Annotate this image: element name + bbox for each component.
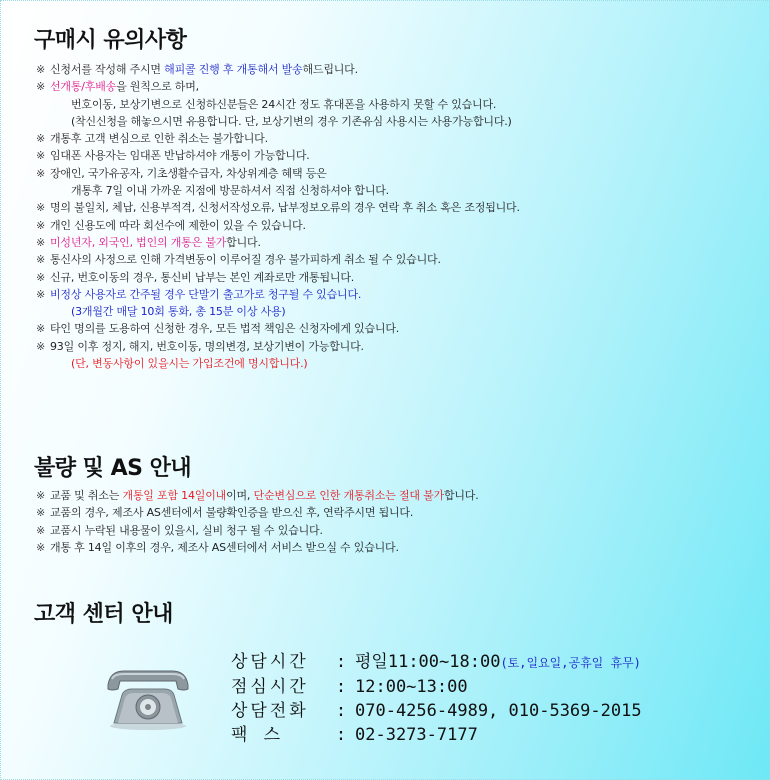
as-title: 불량 및 AS 안내 (34, 456, 192, 481)
list-item (36, 269, 520, 286)
list-item (36, 539, 479, 556)
contact-label: 팩 스 (231, 725, 284, 745)
reference-mark: ※ (36, 80, 46, 94)
as-list (36, 487, 479, 556)
reference-mark: ※ (36, 322, 46, 336)
reference-mark: ※ (36, 506, 46, 520)
list-item (36, 355, 520, 372)
contact-colon: : (335, 652, 347, 672)
reference-mark: ※ (36, 132, 46, 146)
contact-row (231, 650, 642, 675)
reference-mark: ※ (36, 523, 46, 537)
list-item (36, 113, 520, 130)
reference-mark: ※ (36, 287, 46, 301)
highlight-text: 개통일 포함 14일이내 (122, 489, 227, 502)
reference-mark: ※ (36, 339, 46, 353)
notice-title: 구매시 유의사항 (34, 28, 187, 53)
contact-row (231, 699, 642, 723)
contact-value: 12:00~13:00 (355, 677, 468, 697)
item-text: 해드립니다. (302, 63, 358, 76)
item-text: 교품의 경우, 제조사 AS센터에서 불량확인증을 받으신 후, 연락주시면 됩니다. (50, 506, 414, 520)
contact-value: 평일11:00~18:00 (355, 652, 501, 672)
contact-value: 02-3273-7177 (355, 725, 478, 745)
item-text: 신규, 번호이동의 경우, 통신비 납부는 본인 계좌로만 개통됩니다. (50, 270, 355, 284)
reference-mark: ※ (36, 253, 46, 267)
highlight-text: 해피콜 진행 후 개통해서 발송 (164, 63, 303, 76)
item-text: (착신신청을 해놓으시면 유용합니다. 단, 보상기변의 경우 기존유심 사용시는 사용가능합니다.) (71, 114, 512, 128)
contact-value: 070-4256-4989, 010-5369-2015 (355, 701, 642, 721)
reference-mark: ※ (36, 149, 46, 163)
contact-row (231, 723, 642, 747)
list-item (36, 504, 479, 521)
contact-colon: : (335, 677, 347, 697)
contact-colon: : (335, 701, 347, 721)
list-item (36, 487, 479, 504)
item-text: 합니다. (226, 235, 261, 249)
center-title: 고객 센터 안내 (34, 602, 173, 627)
contact-note: (토,일요일,공휴일 휴무) (500, 656, 641, 670)
item-text: 이며, (226, 489, 254, 502)
item-text: 타인 명의를 도용하여 신청한 경우, 모든 법적 책임은 신청자에게 있습니다. (50, 322, 400, 336)
item-text: 명의 불일치, 체납, 신용부적격, 신청서작성오류, 납부정보오류의 경우 연락 후 취소 혹은 조정됩니다. (50, 201, 520, 215)
list-item (36, 96, 520, 113)
contact-colon: : (335, 725, 347, 745)
list-item (36, 251, 520, 268)
list-item (36, 165, 520, 182)
contact-info (231, 650, 642, 747)
item-text: 번호이동, 보상기변으로 신청하신분들은 24시간 정도 휴대폰을 사용하지 못할 수 있습니다. (71, 97, 497, 111)
item-text: 개통 후 14일 이후의 경우, 제조사 AS센터에서 서비스 받으실 수 있습니다. (50, 540, 399, 554)
item-text: 을 원칙으로 하며, (116, 80, 199, 94)
list-item (36, 182, 520, 199)
highlight-text: (3개월간 매달 10회 통화, 총 15분 이상 사용) (71, 305, 286, 319)
reference-mark: ※ (36, 489, 46, 502)
list-item (36, 147, 520, 164)
contact-label: 상담전화 (231, 701, 309, 721)
item-text: 임대폰 사용자는 임대폰 반납하셔야 개통이 가능합니다. (50, 149, 310, 163)
notice-list (36, 61, 520, 372)
highlight-text: 미성년자, 외국인, 법인의 개통은 불가 (50, 235, 227, 249)
telephone-icon (104, 665, 190, 731)
list-item (36, 286, 520, 303)
contact-label: 상담시간 (231, 652, 309, 672)
list-item (36, 303, 520, 320)
list-item (36, 338, 520, 355)
item-text: 교품 및 취소는 (50, 489, 123, 502)
item-text: 통신사의 사정으로 인해 가격변동이 이루어질 경우 불가피하게 취소 될 수 있습니다. (50, 253, 441, 267)
reference-mark: ※ (36, 235, 46, 249)
list-item (36, 217, 520, 234)
list-item (36, 130, 520, 147)
item-text: 교품시 누락된 내용물이 있을시, 실비 청구 될 수 있습니다. (50, 523, 323, 537)
reference-mark: ※ (36, 270, 46, 284)
reference-mark: ※ (36, 218, 46, 232)
list-item (36, 61, 520, 78)
highlight-text: (단, 변동사항이 있을시는 가입조건에 명시합니다.) (71, 357, 308, 371)
list-item (36, 522, 479, 539)
item-text: 93일 이후 정지, 해지, 번호이동, 명의변경, 보상기변이 가능합니다. (50, 339, 364, 353)
item-text: 신청서를 작성해 주시면 (50, 63, 165, 76)
highlight-text: 비정상 사용자로 간주될 경우 단말기 출고가로 청구될 수 있습니다. (50, 287, 362, 301)
item-text: 개통후 7일 이내 가까운 지점에 방문하셔서 직접 신청하셔야 합니다. (71, 184, 389, 198)
reference-mark: ※ (36, 166, 46, 180)
list-item (36, 234, 520, 251)
highlight-text: 단순변심으로 인한 개통취소는 절대 불가 (253, 489, 444, 502)
item-text: 장애인, 국가유공자, 기초생활수급자, 차상위계층 혜택 등은 (50, 166, 327, 180)
highlight-text: 선개통/후배송 (50, 80, 117, 94)
item-text: 개인 신용도에 따라 회선수에 제한이 있을 수 있습니다. (50, 218, 306, 232)
list-item (36, 199, 520, 216)
contact-label: 점심시간 (231, 677, 309, 697)
reference-mark: ※ (36, 63, 46, 76)
list-item (36, 78, 520, 95)
contact-row (231, 675, 642, 699)
item-text: 합니다. (443, 489, 479, 502)
reference-mark: ※ (36, 540, 46, 554)
item-text: 개통후 고객 변심으로 인한 취소는 불가합니다. (50, 132, 268, 146)
reference-mark: ※ (36, 201, 46, 215)
list-item (36, 320, 520, 337)
